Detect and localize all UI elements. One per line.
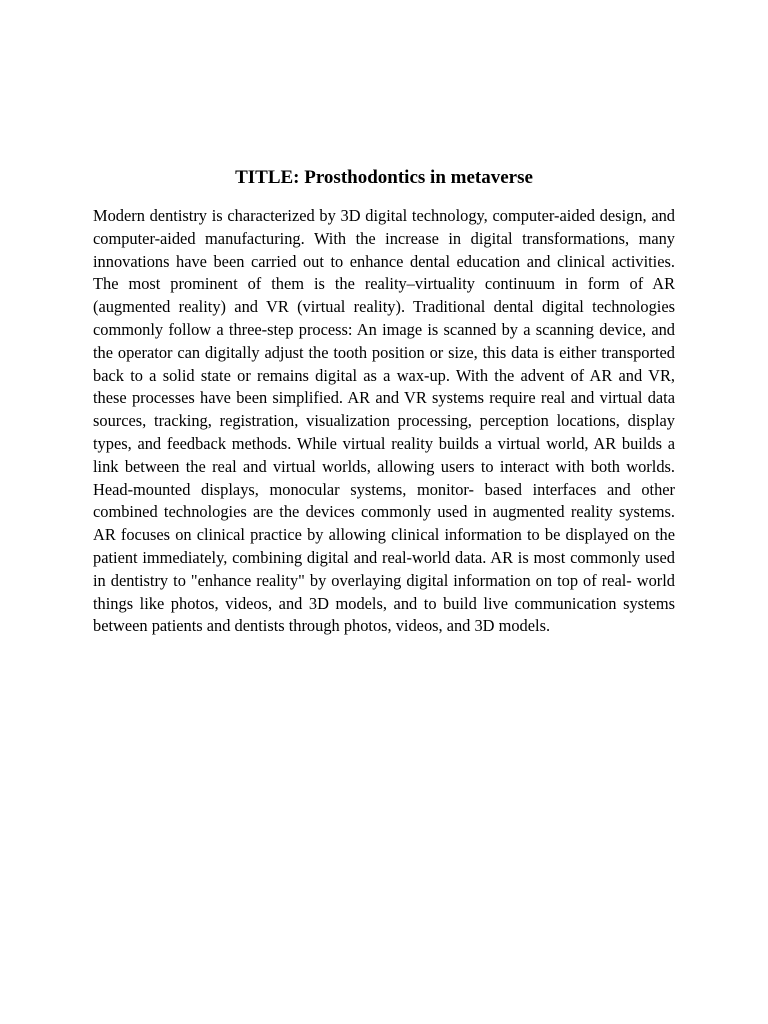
document-body-paragraph: Modern dentistry is characterized by 3D digital technology, computer-aided design, and computer-aided manufacturing. With the increase in digital transformations, many innovations have been carried out to enhance dental education and clinical activities. The most prominent of them is the reality–virtuality continuum in form of AR (augmented reality) and VR (virtual reality). Traditional dental digital technologies commonly follow a three-step process: An image is scanned by a scanning device, and the operator can digitally adjust the tooth position or size, this data is either transported back to a solid state or remains digital as a wax-up. With the advent of AR and VR, these processes have been simplified. AR and VR systems require real and virtual data sources, tracking, registration, visualization processing, perception locations, display types, and feedback methods. While virtual reality builds a virtual world, AR builds a link between the real and virtual worlds, allowing users to interact with both worlds. Head-mounted displays, monocular systems, monitor- based interfaces and other combined technologies are the devices commonly used in augmented reality systems. AR focuses on clinical practice by allowing clinical information to be displayed on the patient immediately, combining digital and real-world data. AR is most commonly used in dentistry to "enhance reality" by overlaying digital information on top of real- world things like photos, videos, and 3D models, and to build live communication systems between patients and dentists through photos, videos, and 3D models. — [93, 206, 675, 636]
document-title: TITLE: Prosthodontics in metaverse — [235, 167, 533, 188]
